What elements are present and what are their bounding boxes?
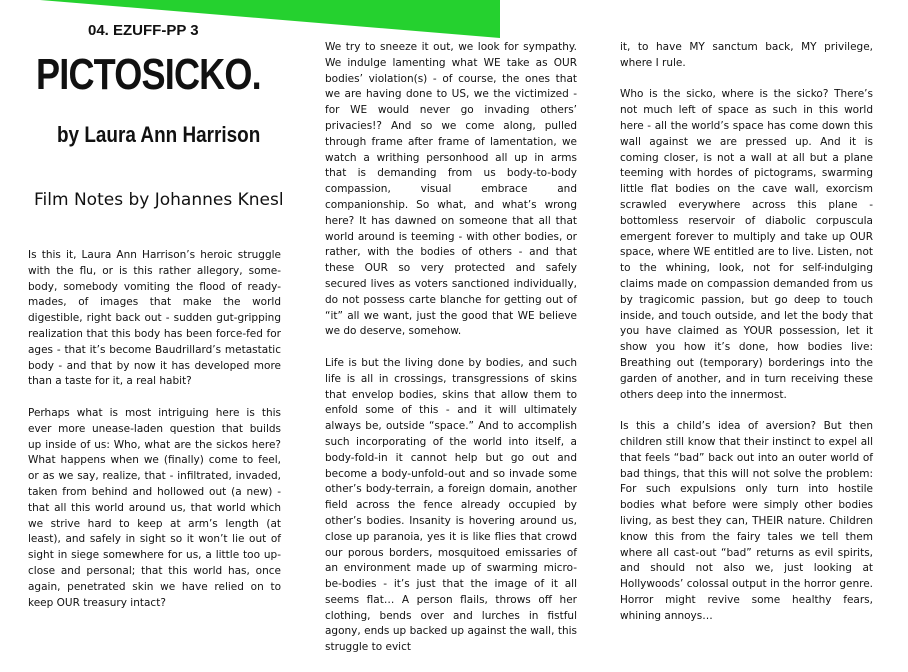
paragraph: Is this it, Laura Ann Harrison’s heroic struggle with the flu, or is this rather allegory, some-body, somebody vomiting the flood of ready-mades, of images that make the world digestible, right back out - sudden gut-gripping realization that this body has been force-fed for ages - that it’s become Baudrillard’s metastatic body - and that by now it has developed more than a taste for it, a real habit? (28, 249, 281, 388)
document-code: 04. EZUFF-PP 3 (88, 22, 199, 39)
paragraph: Perhaps what is most intriguing here is this ever more unease-laden question that builds up inside of us: Who, what are the sickos here? What happens when we (finally) come to feel, or as we say, realize, that - infiltrated, invaded, taken from behind and hollowed out (a new) - that all this world around us, that world which we strive hard to keep at arm’s length (at least), and safely in sight so it won’t lie out of sight in siege somewhere for us, a little too up-close and personal; that this world has, once again, penetrated skin we have relied on to keep OUR treasury intact? (28, 406, 281, 609)
article-subtitle: Film Notes by Johannes Knesl (34, 190, 284, 210)
text-column-2 (325, 40, 577, 672)
text-column-1 (28, 248, 281, 627)
paragraph: it, to have MY sanctum back, MY privilege, where I rule. (620, 41, 873, 69)
text-column-3 (620, 40, 873, 640)
paragraph: We try to sneeze it out, we look for sympathy. We indulge lamenting what WE take as OUR bodies’ violation(s) - of course, the ones that we are having done to US, we the victimized - for WE would never go invading others’ privacies!? And so we come along, pulled through frame after frame of lamentation, we watch a writhing personhood all up in arms that is demanding from us body-to-body compassion, visual embrace and companionship. So what, and what’s wrong here? It has dawned on someone that all that world around is teeming - with other bodies, or rather, with the bodies of others - and that these OUR so very protected and safely secured lives as voters sanctioned individually, do not possess carte blanche for getting out of “it” all we want, just the good that WE believe we do deserve, somehow. (325, 41, 577, 338)
page-title: PICTOSICKO. (36, 50, 261, 99)
author-byline: by Laura Ann Harrison (57, 122, 261, 147)
paragraph: Is this a child’s idea of aversion? But then children still know that their instinct to expel all that feels “bad” back out into an outer world of bad things, that this will not solve the problem: For such expulsions only turn into hostile bodies what before were simply other bodies living, as best they can, THEIR nature. Children know this from the fairy tales we tell them where all cast-out “bad” returns as evil spirits, and should not also we, just looking at Hollywoods’ colossal output in the horror genre. Horror might revive some healthy fears, whining annoys… (620, 420, 873, 622)
paragraph: Who is the sicko, where is the sicko? There’s not much left of space as such in this world here - all the world’s space has come down this wall against we are pressed up. And it is coming closer, is not a wall at all but a plane teeming with hordes of pictograms, swarming little flat bodies on the cave wall, exorcism scrawled everywhere across this plane - bottomless reservoir of diabolic corpuscula emergent forever to multiply and take up OUR space, where WE entitled are to live. Listen, not to the whining, look, not for self-indulging claims made on compassion demanded from us by tragicomic passion, but go deep to touch inside, and touch outside, and let the body that you have claimed as YOUR possession, let it show you how it’s done, how bodies live: Breathing out (temporary) borderings into the garden of another, and in turn receiving these others deep into the innermost. (620, 88, 873, 401)
paragraph: Life is but the living done by bodies, and such life is all in crossings, transgressions of skins that envelop bodies, skins that allow them to enfold some of this - and it will ultimately always be, outside “space.” And to accomplish such incorporating of the world into itself, a body-fold-in it cannot help but go out and become a body-unfold-out and so invade some other’s body-terrain, a foreign domain, another field across the fence already occupied by other’s bodies. Insanity is hovering around us, close up paranoia, yes it is like flies that crowd our porous borders, mosquitoed emissaries of an environment made up of swarming micro-be-bodies - it’s just that the image of it all seems flat… A person flails, throws off her clothing, bends over and lurches in fistful agony, ends up backed up against the wall, this struggle to evict (325, 356, 577, 654)
